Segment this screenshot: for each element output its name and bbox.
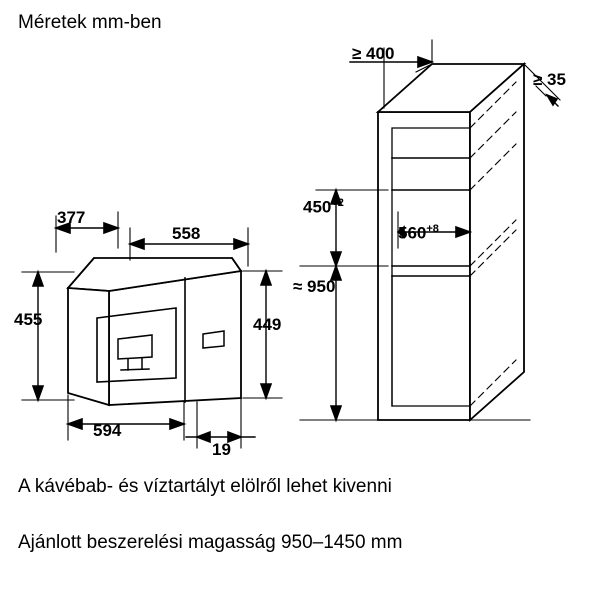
dim-label-560: $560^{+8}$ xyxy=(398,223,439,243)
dim-label-377: 377 xyxy=(57,208,86,227)
caption-line-2: Ajánlott beszerelési magasság 950–1450 mm xyxy=(18,532,403,553)
dim-label-558: 558 xyxy=(172,224,201,243)
dim-label-950: ≈ 950 xyxy=(293,277,336,296)
dim-label-ge-35: ≥ 35 xyxy=(533,70,566,89)
caption-line-1: A kávébab- és víztartályt elölről lehet kivenni xyxy=(18,476,392,497)
page-title: Méretek mm-ben xyxy=(18,12,162,33)
dim-label-449: 449 xyxy=(253,315,282,334)
appliance-side-face xyxy=(68,288,109,405)
dim-label-ge-400: ≥ 400 xyxy=(352,44,395,63)
cabinet-side xyxy=(470,64,524,420)
dim-label-594: 594 xyxy=(93,421,122,440)
dim-label-19: 19 xyxy=(212,440,231,459)
dim-label-455: 455 xyxy=(14,310,43,329)
dim-455 xyxy=(22,272,74,400)
dim-label-450: $450^{+2}$ xyxy=(303,197,344,217)
